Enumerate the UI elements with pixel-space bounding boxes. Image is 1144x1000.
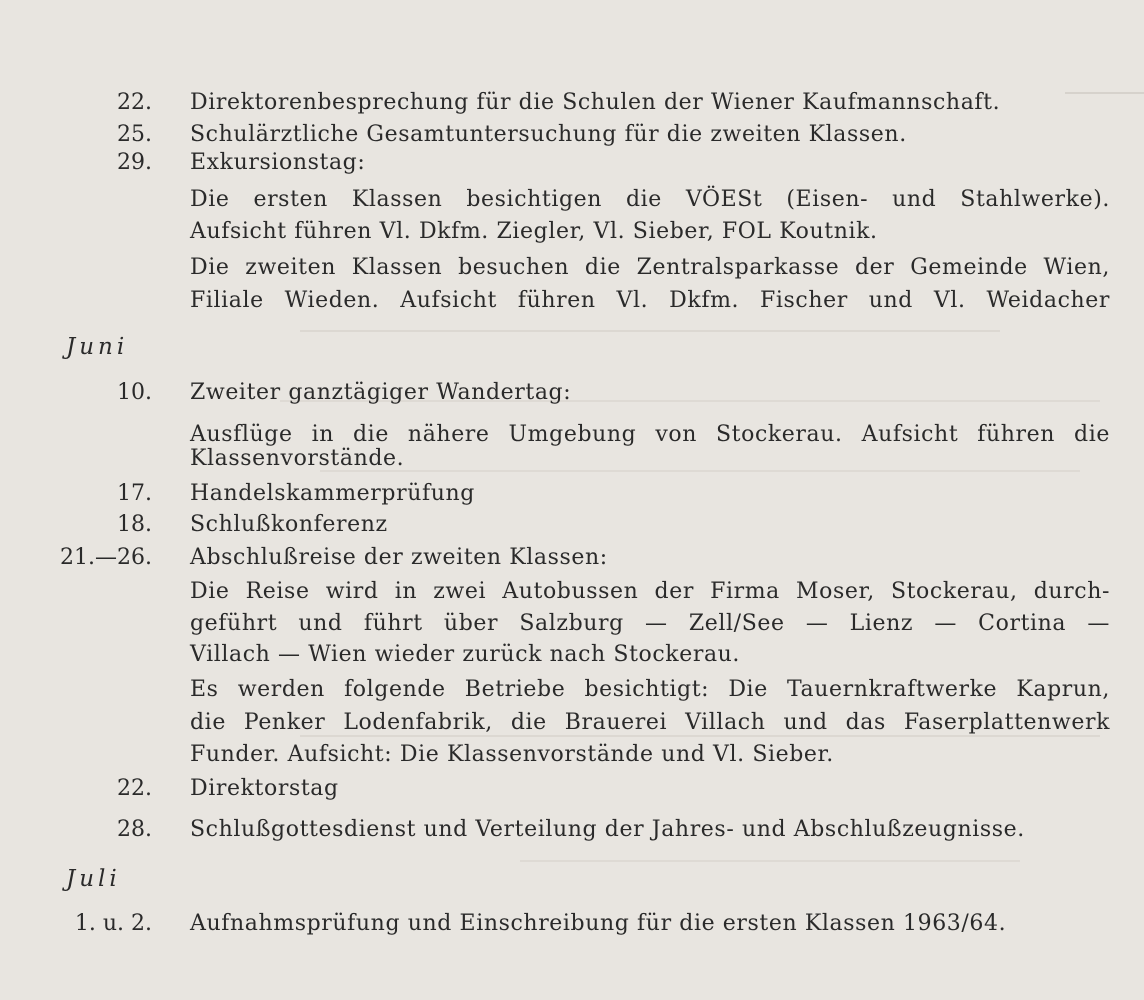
entry-text: Die Reise wird in zwei Autobussen der Firma Moser, Stockerau, durch- <box>190 579 1110 604</box>
month-heading-june: Juni <box>66 334 129 360</box>
entry-text: Abschlußreise der zweiten Klassen: <box>190 545 608 570</box>
entry-date: 22. <box>117 776 152 801</box>
entry-text: Aufsicht führen Vl. Dkfm. Ziegler, Vl. Sieber, FOL Koutnik. <box>190 219 878 244</box>
entry-text: Ausflüge in die nähere Umgebung von Stockerau. Aufsicht führen die <box>190 422 1110 447</box>
entry-date: 21.—26. <box>60 545 152 570</box>
entry-text: Handelskammerprüfung <box>190 481 475 506</box>
entry-text: Die ersten Klassen besichtigen die VÖESt (Eisen- und Stahlwerke). <box>190 187 1110 212</box>
entry-date: 28. <box>117 817 152 842</box>
entry-text: Direktorstag <box>190 776 339 801</box>
entry-text: Funder. Aufsicht: Die Klassenvorstände und Vl. Sieber. <box>190 742 834 767</box>
entry-text: Exkursionstag: <box>190 150 366 175</box>
entry-text: die Penker Lodenfabrik, die Brauerei Villach und das Faserplattenwerk <box>190 710 1110 735</box>
entry-text: Schlußkonferenz <box>190 512 388 537</box>
entry-date: 18. <box>117 512 152 537</box>
entry-text: Aufnahmsprüfung und Einschreibung für die ersten Klassen 1963/64. <box>190 911 1007 936</box>
entry-text: Zweiter ganztägiger Wandertag: <box>190 380 572 405</box>
entry-text: Direktorenbesprechung für die Schulen der Wiener Kaufmannschaft. <box>190 90 1001 115</box>
entry-date: 29. <box>117 150 152 175</box>
entry-date: 22. <box>117 90 152 115</box>
month-heading-july: Juli <box>66 866 121 892</box>
entry-date: 17. <box>117 481 152 506</box>
entry-text: geführt und führt über Salzburg — Zell/See — Lienz — Cortina — <box>190 611 1110 636</box>
entry-date: 25. <box>117 122 152 147</box>
entry-text: Schlußgottesdienst und Verteilung der Jahres- und Abschlußzeugnisse. <box>190 817 1025 842</box>
entry-text: Es werden folgende Betriebe besichtigt: Die Tauernkraftwerke Kaprun, <box>190 677 1110 702</box>
entry-text: Schulärztliche Gesamtuntersuchung für die zweiten Klassen. <box>190 122 907 147</box>
entry-date: 1. u. 2. <box>74 911 152 936</box>
entry-text: Klassenvorstände. <box>190 446 405 471</box>
entry-text: Filiale Wieden. Aufsicht führen Vl. Dkfm. Fischer und Vl. Weidacher <box>190 288 1110 313</box>
entry-date: 10. <box>117 380 152 405</box>
entry-text: Die zweiten Klassen besuchen die Zentralsparkasse der Gemeinde Wien, <box>190 255 1110 280</box>
entry-text: Villach — Wien wieder zurück nach Stockerau. <box>190 642 741 667</box>
